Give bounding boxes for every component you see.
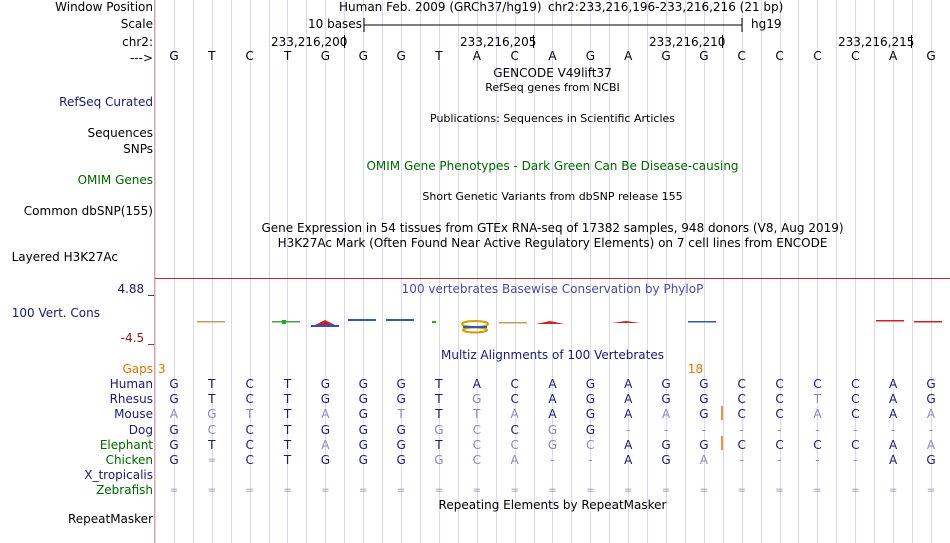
- aligned-base: =: [434, 485, 444, 497]
- aligned-base: C: [737, 377, 746, 391]
- aligned-base: -: [588, 453, 593, 467]
- aligned-base: G: [699, 407, 709, 422]
- aligned-base: =: [510, 485, 519, 497]
- aligned-base: C: [775, 392, 784, 407]
- aligned-base: T: [208, 437, 216, 452]
- dbsnp-track-label[interactable]: Common dbSNP(155): [23, 204, 153, 218]
- aligned-base: G: [661, 392, 671, 407]
- aligned-base: C: [775, 407, 784, 422]
- aligned-base: =: [699, 485, 709, 497]
- aligned-base: =: [661, 485, 671, 497]
- aligned-base: T: [283, 453, 292, 467]
- aligned-base: G: [320, 392, 331, 407]
- aligned-base: =: [321, 485, 330, 497]
- aligned-base: A: [699, 453, 708, 467]
- aligned-base: T: [283, 437, 292, 452]
- aligned-base: A: [548, 377, 557, 391]
- cons-track-label[interactable]: 100 Vert. Cons: [11, 306, 100, 320]
- h3k27ac-track-label[interactable]: Layered H3K27Ac: [11, 250, 118, 264]
- aligned-base: T: [435, 377, 443, 391]
- strand-arrow[interactable]: --->: [129, 51, 153, 65]
- reference-base: C: [775, 49, 784, 63]
- aligned-base: G: [396, 453, 406, 467]
- species-label[interactable]: Rhesus: [109, 392, 153, 407]
- aligned-base: -: [890, 422, 896, 437]
- aligned-base: -: [777, 422, 782, 437]
- ruler-tick-4: 233,216,215: [838, 35, 915, 49]
- aligned-base: =: [283, 485, 292, 497]
- aligned-base: =: [623, 485, 633, 497]
- aligned-base: G: [358, 407, 368, 422]
- aligned-base: C: [851, 407, 860, 422]
- reference-base: G: [585, 49, 595, 63]
- repeatmasker-track-label[interactable]: RepeatMasker: [67, 512, 153, 526]
- species-label[interactable]: Human: [109, 377, 153, 391]
- sequences-track-label[interactable]: Sequences: [87, 126, 153, 140]
- aligned-base: G: [320, 377, 331, 391]
- aligned-base: A: [510, 453, 519, 467]
- reference-base: C: [851, 49, 860, 63]
- aligned-base: T: [813, 392, 822, 407]
- aligned-base: T: [397, 407, 405, 422]
- aligned-base: T: [208, 377, 216, 391]
- gencode-title[interactable]: GENCODE V49lift37: [493, 66, 612, 80]
- aligned-base: G: [472, 392, 482, 407]
- reference-base: T: [208, 49, 216, 63]
- aligned-base: G: [169, 437, 179, 452]
- aligned-base: G: [434, 422, 444, 437]
- ruler-tick-2: 233,216,205: [460, 35, 537, 49]
- aligned-base: G: [358, 437, 368, 452]
- aligned-base: C: [510, 437, 519, 452]
- aligned-base: A: [624, 392, 633, 407]
- aligned-base: A: [661, 407, 671, 422]
- window-position-text: chr2:233,216,196-233,216,216 (21 bp): [548, 0, 784, 14]
- cons-min-label: -4.5 _: [120, 331, 154, 345]
- aligned-base: G: [358, 377, 368, 391]
- aligned-base: =: [813, 485, 822, 497]
- aligned-base: A: [624, 377, 633, 391]
- aligned-base: G: [547, 422, 558, 437]
- aligned-base: G: [169, 422, 179, 437]
- h3k27ac-title[interactable]: H3K27Ac Mark (Often Found Near Active Regulatory Elements) on 7 cell lines from ENCODE: [277, 236, 828, 250]
- aligned-base: G: [396, 437, 406, 452]
- aligned-base: T: [435, 392, 443, 407]
- aligned-base: =: [472, 485, 481, 497]
- aligned-base: -: [550, 453, 555, 467]
- aligned-base: A: [548, 407, 557, 422]
- reference-base: A: [889, 49, 898, 63]
- assembly-title: Human Feb. 2009 (GRCh37/hg19): [339, 0, 542, 14]
- aligned-base: C: [472, 422, 481, 437]
- species-label[interactable]: X_tropicalis: [84, 468, 153, 483]
- aligned-base: C: [737, 437, 746, 452]
- aligned-base: C: [472, 437, 481, 452]
- aligned-base: A: [889, 407, 898, 422]
- gaps-label: Gaps: [122, 362, 153, 376]
- aligned-base: T: [283, 407, 292, 422]
- reference-base: G: [926, 49, 936, 63]
- reference-base: G: [169, 49, 179, 63]
- aligned-base: A: [510, 407, 519, 422]
- reference-base: A: [624, 49, 633, 63]
- aligned-base: C: [245, 377, 254, 391]
- aligned-base: =: [548, 485, 557, 497]
- aligned-base: A: [321, 407, 330, 422]
- aligned-base: -: [815, 422, 820, 437]
- aligned-base: G: [585, 422, 595, 437]
- scale-db: hg19: [751, 17, 782, 31]
- aligned-base: C: [245, 453, 254, 467]
- aligned-base: A: [472, 377, 481, 391]
- aligned-base: =: [737, 485, 746, 497]
- multiz-title[interactable]: Multiz Alignments of 100 Vertebrates: [440, 348, 665, 362]
- aligned-base: =: [207, 455, 217, 466]
- aligned-base: =: [396, 485, 406, 497]
- aligned-base: G: [396, 392, 406, 407]
- aligned-base: A: [624, 437, 633, 452]
- reference-base: T: [435, 49, 443, 63]
- aligned-base: A: [889, 453, 898, 467]
- aligned-base: C: [775, 377, 784, 391]
- aligned-base: C: [586, 437, 595, 452]
- aligned-base: T: [283, 422, 292, 437]
- reference-base: C: [245, 49, 254, 63]
- aligned-base: -: [815, 453, 820, 467]
- aligned-base: T: [283, 377, 292, 391]
- aligned-base: G: [320, 422, 331, 437]
- aligned-base: =: [586, 485, 595, 497]
- aligned-base: C: [245, 422, 254, 437]
- aligned-base: G: [169, 392, 179, 407]
- aligned-base: G: [585, 392, 595, 407]
- aligned-base: A: [169, 407, 179, 422]
- reference-base: C: [510, 49, 519, 63]
- aligned-base: -: [928, 422, 934, 437]
- aligned-base: -: [626, 422, 631, 437]
- scale-label: Scale: [120, 17, 153, 31]
- ruler-tick-1: 233,216,200: [271, 35, 348, 49]
- aligned-base: T: [283, 392, 292, 407]
- aligned-base: -: [701, 422, 707, 437]
- aligned-base: =: [245, 485, 254, 497]
- aligned-base: -: [853, 422, 858, 437]
- aligned-base: -: [739, 422, 744, 437]
- phylop-title[interactable]: 100 vertebrates Basewise Conservation by PhyloP: [401, 282, 704, 296]
- snps-track-label[interactable]: SNPs: [123, 142, 153, 156]
- aligned-base: -: [777, 453, 782, 467]
- ruler-tick-3: 233,216,210: [649, 35, 726, 49]
- reference-base: G: [661, 49, 671, 63]
- aligned-base: G: [661, 453, 671, 467]
- aligned-base: C: [510, 422, 519, 437]
- aligned-base: C: [737, 407, 746, 422]
- aligned-base: =: [207, 485, 217, 497]
- aligned-base: T: [435, 437, 443, 452]
- aligned-base: G: [169, 377, 179, 391]
- reference-base: G: [699, 49, 709, 63]
- aligned-base: T: [473, 407, 481, 422]
- publications-title[interactable]: Publications: Sequences in Scientific Articles: [430, 112, 675, 125]
- cons-max-label: 4.88 _: [117, 282, 154, 296]
- aligned-base: C: [775, 437, 784, 452]
- reference-base: T: [283, 49, 292, 63]
- aligned-base: T: [246, 407, 254, 422]
- reference-base: A: [548, 49, 557, 63]
- aligned-base: G: [358, 422, 368, 437]
- reference-base: G: [320, 49, 331, 63]
- aligned-base: C: [737, 392, 746, 407]
- reference-base: G: [358, 49, 368, 63]
- aligned-base: T: [208, 392, 216, 407]
- aligned-base: G: [926, 377, 936, 391]
- species-label[interactable]: Zebrafish: [96, 483, 153, 498]
- aligned-base: G: [547, 437, 558, 452]
- aligned-base: G: [585, 407, 595, 422]
- aligned-base: =: [926, 485, 936, 497]
- aligned-base: G: [207, 407, 217, 422]
- aligned-base: -: [853, 453, 858, 467]
- aligned-base: G: [661, 437, 671, 452]
- aligned-base: A: [813, 407, 822, 422]
- aligned-base: A: [926, 437, 936, 452]
- aligned-base: =: [775, 485, 784, 497]
- species-label[interactable]: Mouse: [114, 407, 153, 422]
- reference-base: C: [737, 49, 746, 63]
- aligned-base: C: [813, 437, 822, 452]
- aligned-base: G: [396, 377, 406, 391]
- aligned-base: G: [320, 453, 331, 467]
- gap-count: 18: [687, 362, 704, 376]
- aligned-base: G: [396, 422, 406, 437]
- gap-count: 3: [158, 362, 166, 376]
- aligned-base: G: [358, 392, 368, 407]
- aligned-base: C: [813, 377, 822, 391]
- aligned-base: C: [851, 392, 860, 407]
- aligned-base: G: [585, 377, 595, 391]
- species-label[interactable]: Elephant: [99, 437, 153, 452]
- omim-track-label[interactable]: OMIM Genes: [77, 173, 153, 187]
- aligned-base: C: [510, 377, 519, 391]
- window-position-label: Window Position: [55, 0, 153, 14]
- aligned-base: =: [359, 485, 368, 497]
- gtex-title[interactable]: Gene Expression in 54 tissues from GTEx RNA-seq of 17382 samples, 948 donors (V8, Aug 2019): [261, 221, 844, 235]
- aligned-base: =: [169, 485, 179, 497]
- aligned-base: =: [888, 485, 898, 497]
- aligned-base: C: [510, 392, 519, 407]
- aligned-base: T: [435, 407, 443, 422]
- aligned-base: A: [889, 437, 898, 452]
- aligned-base: G: [169, 453, 179, 467]
- aligned-base: A: [548, 392, 557, 407]
- aligned-base: C: [245, 437, 254, 452]
- refseq-title[interactable]: RefSeq genes from NCBI: [485, 81, 620, 94]
- aligned-base: C: [851, 437, 860, 452]
- aligned-base: A: [624, 407, 633, 422]
- reference-base: C: [813, 49, 822, 63]
- aligned-base: A: [889, 377, 898, 391]
- aligned-base: A: [889, 392, 898, 407]
- aligned-base: C: [472, 453, 481, 467]
- repeatmasker-title[interactable]: Repeating Elements by RepeatMasker: [438, 498, 667, 512]
- chr-label: chr2:: [122, 35, 153, 49]
- aligned-base: G: [434, 453, 444, 467]
- aligned-base: A: [926, 407, 936, 422]
- aligned-base: G: [926, 392, 936, 407]
- aligned-base: A: [624, 453, 633, 467]
- reference-base: A: [472, 49, 481, 63]
- species-label[interactable]: Dog: [128, 422, 153, 437]
- refseq-track-label[interactable]: RefSeq Curated: [59, 95, 153, 109]
- aligned-base: -: [739, 453, 744, 467]
- species-label[interactable]: Chicken: [105, 453, 153, 467]
- aligned-base: G: [926, 453, 936, 467]
- aligned-base: -: [663, 422, 669, 437]
- aligned-base: C: [245, 392, 254, 407]
- aligned-base: G: [661, 377, 671, 391]
- reference-base: G: [396, 49, 406, 63]
- aligned-base: C: [207, 422, 217, 437]
- aligned-base: G: [699, 437, 709, 452]
- aligned-base: G: [699, 377, 709, 391]
- aligned-base: G: [358, 453, 368, 467]
- omim-title[interactable]: OMIM Gene Phenotypes - Dark Green Can Be Disease-causing: [366, 159, 739, 173]
- aligned-base: A: [321, 437, 330, 452]
- aligned-base: =: [851, 485, 860, 497]
- aligned-base: G: [699, 392, 709, 407]
- dbsnp-title[interactable]: Short Genetic Variants from dbSNP release 155: [422, 190, 683, 203]
- scale-text: 10 bases: [308, 17, 362, 31]
- aligned-base: C: [851, 377, 860, 391]
